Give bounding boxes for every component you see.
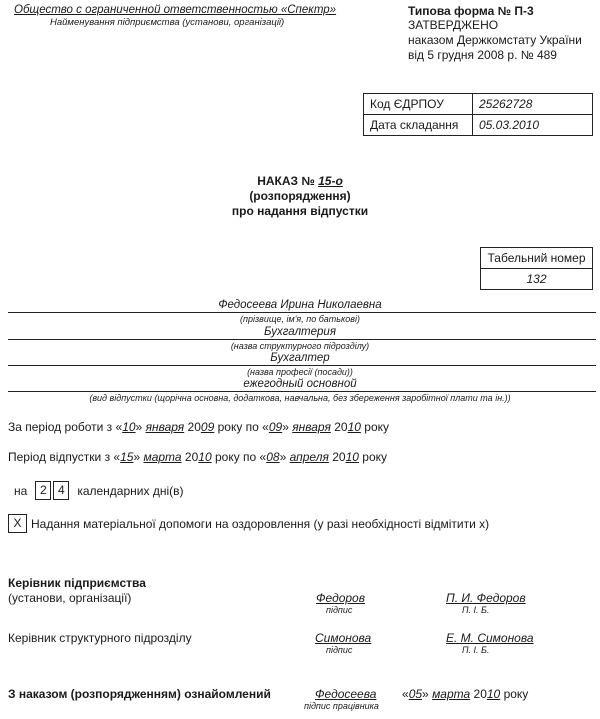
employee-department: Бухгалтерия [264, 326, 336, 338]
employee-name: Федосеева Ирина Николаевна [218, 299, 382, 311]
position-caption: (назва професії (посади)) [247, 367, 353, 377]
work-period: За період роботи з «10» января 2009 року по «09» января 2010 року [8, 420, 390, 434]
order-subtitle: (розпорядження) [249, 189, 351, 203]
order-title [0, 174, 600, 188]
date-value: 05.03.2010 [473, 115, 593, 136]
organization-name: Общество с ограниченной ответственностью «Спектр» [14, 4, 337, 16]
approved-label: ЗАТВЕРДЖЕНО [408, 18, 499, 32]
edrpou-value: 25262728 [473, 94, 593, 115]
acquainted-signature: Федосеева [315, 687, 377, 701]
acquainted-label: З наказом (розпорядженням) ознайомлений [8, 687, 271, 701]
dept-head-name: Е. М. Симонова [446, 631, 534, 645]
employee-position: Бухгалтер [270, 352, 330, 364]
edrpou-label: Код ЄДРПОУ [364, 94, 473, 115]
leave-type: ежегодный основной [243, 378, 357, 390]
sign-caption: підпис [326, 645, 353, 655]
order-purpose: про надання відпустки [231, 204, 369, 218]
acquainted-date: «05» марта 2010 року [402, 687, 529, 701]
sign-caption: підпис [326, 605, 353, 615]
divider [8, 365, 596, 366]
date-label: Дата складання [364, 115, 473, 136]
divider [8, 339, 596, 340]
leave-period: Період відпустки з «15» марта 2010 року по «08» апреля 2010 року [8, 450, 388, 464]
approved-date: від 5 грудня 2008 р. № 489 [408, 48, 557, 62]
codes-table [363, 93, 593, 136]
form-title: Типова форма № П-3 [408, 4, 534, 18]
head-label-sub: (установи, організації) [8, 591, 132, 605]
material-aid [8, 514, 489, 533]
acquainted-caption: підпис працівника [304, 701, 379, 711]
tab-number-value: 132 [481, 269, 593, 290]
divider [8, 312, 596, 313]
employee-name-caption: (прізвище, ім'я, по батькові) [240, 314, 360, 324]
dept-head-label: Керівник структурного підрозділу [8, 631, 192, 645]
tab-number-label: Табельний номер [481, 248, 593, 269]
material-aid-label: Надання матеріальної допомоги на оздоровлення (у разі необхідності відмітити х) [31, 516, 490, 531]
divider [8, 391, 596, 392]
order-title-prefix: НАКАЗ № [257, 174, 319, 188]
days-digit: 4 [53, 481, 69, 500]
head-signature: Федоров [316, 591, 365, 605]
order-number: 15-о [318, 174, 343, 188]
organization-caption: Найменування підприємства (установи, організації) [50, 17, 285, 28]
leave-days [14, 481, 183, 500]
days-prefix: на [14, 483, 28, 498]
days-digit: 2 [35, 481, 51, 500]
days-suffix: календарних дні(в) [77, 483, 184, 498]
name-caption: П. І. Б. [462, 645, 490, 655]
approved-by: наказом Держкомстату України [408, 33, 582, 47]
department-caption: (назва структурного підрозділу) [230, 341, 370, 351]
name-caption: П. І. Б. [462, 605, 490, 615]
material-aid-checkbox[interactable]: X [8, 514, 27, 533]
head-label: Керівник підприємства [8, 576, 146, 590]
leave-type-caption: (вид відпустки (щорічна основна, додаткова, навчальна, без збереження заробітної плати та ін.)) [89, 393, 511, 403]
head-name: П. И. Федоров [446, 591, 526, 605]
tab-number-table [480, 247, 593, 290]
dept-head-signature: Симонова [315, 631, 372, 645]
